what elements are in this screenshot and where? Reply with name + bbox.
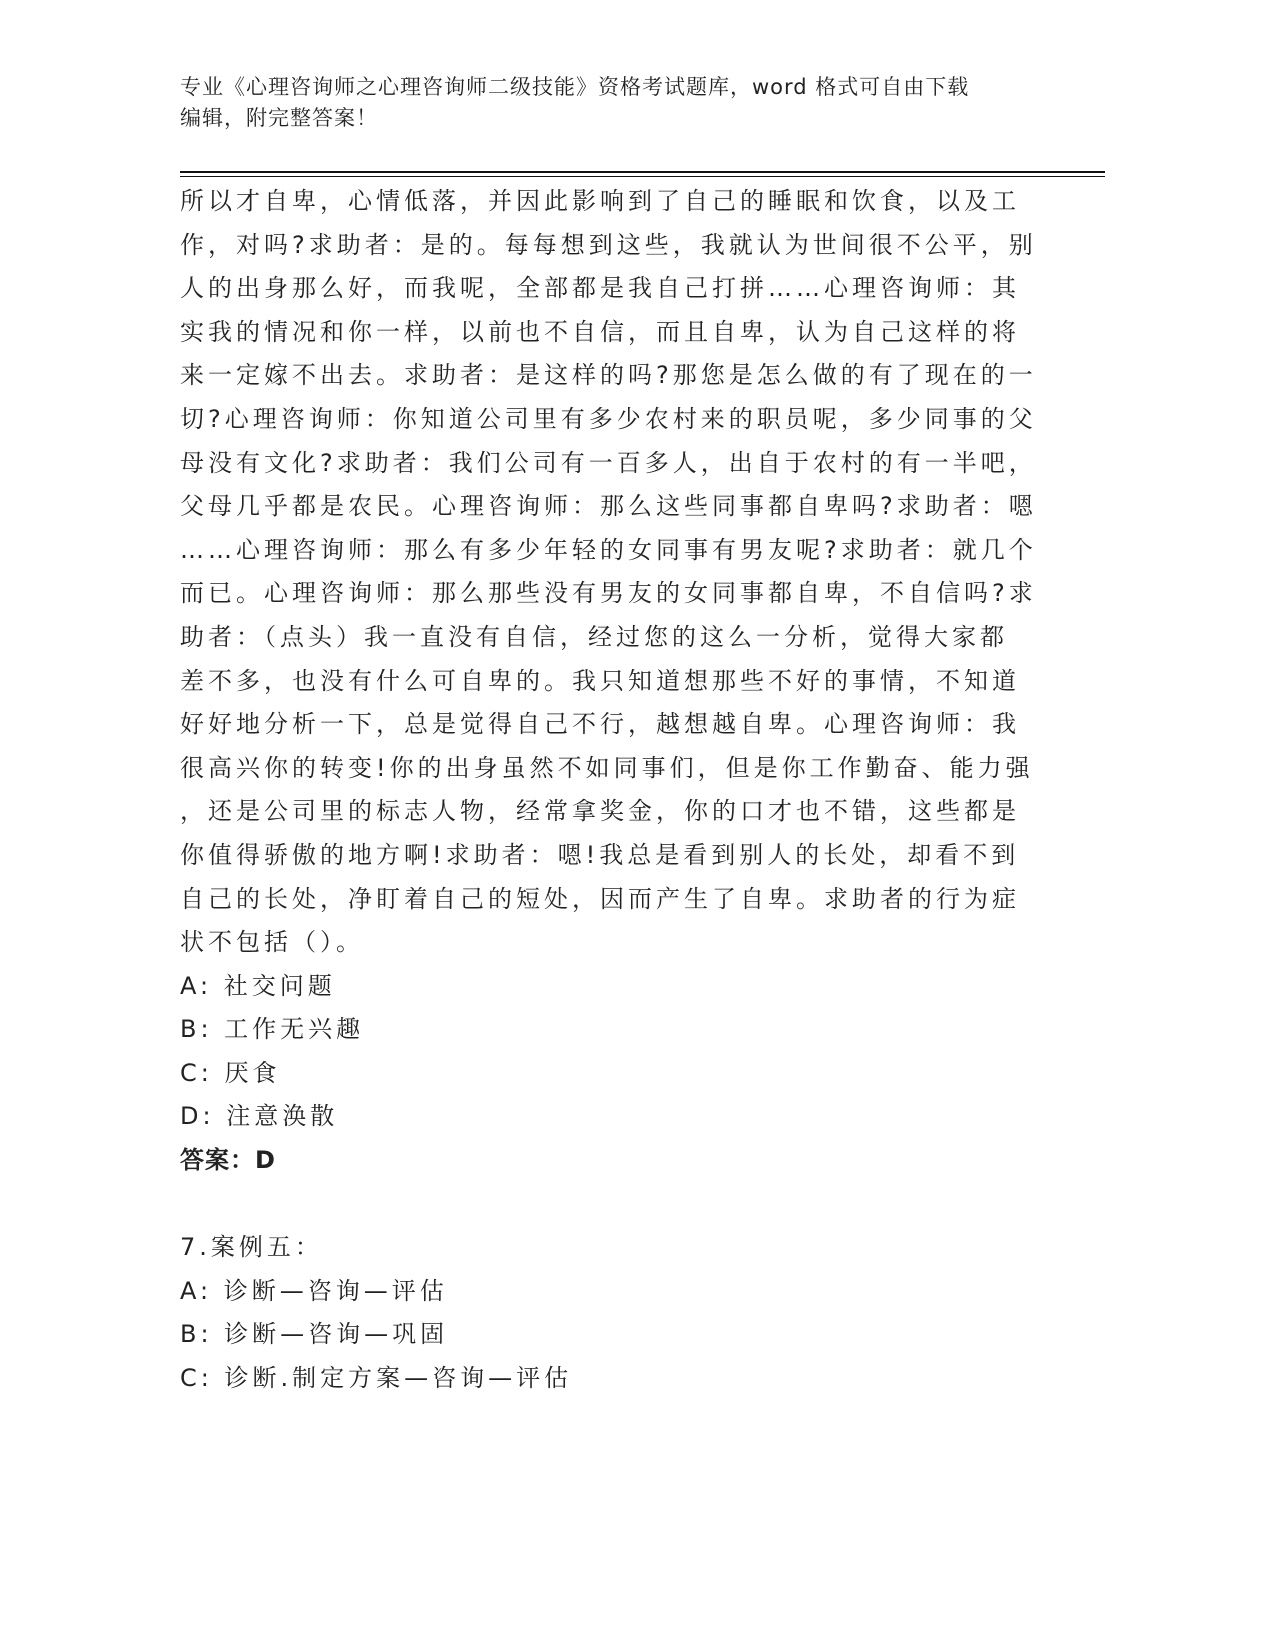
question-stem-line: 自己的长处，净盯着自己的短处，因而产生了自卑。求助者的行为症 <box>180 884 1020 913</box>
option-a: A: 诊断—咨询—评估 <box>180 1276 448 1305</box>
question-stem-line: 作，对吗?求助者：是的。每每想到这些，我就认为世间很不公平，别 <box>180 230 1037 259</box>
option-d: D: 注意涣散 <box>180 1102 339 1131</box>
question-stem-line: 你值得骄傲的地方啊!求助者：嗯!我总是看到别人的长处，却看不到 <box>180 840 1020 869</box>
question-7 <box>180 1226 1040 1400</box>
answer: 答案：D <box>180 1146 276 1175</box>
header-divider <box>180 171 1105 173</box>
document-header <box>180 72 969 134</box>
question-stem-line: 很高兴你的转变!你的出身虽然不如同事们，但是你工作勤奋、能力强 <box>180 753 1034 782</box>
header-divider-thin <box>180 176 1105 177</box>
option-c: C: 诊断.制定方案—咨询—评估 <box>180 1364 573 1393</box>
option-a: A: 社交问题 <box>180 971 336 1000</box>
question-stem-line: 切?心理咨询师：你知道公司里有多少农村来的职员呢，多少同事的父 <box>180 404 1037 433</box>
question-stem-line: 所以才自卑，心情低落，并因此影响到了自己的睡眠和饮食，以及工 <box>180 187 1020 215</box>
question-stem-line: 母没有文化?求助者：我们公司有一百多人，出自于农村的有一半吧， <box>180 448 1037 477</box>
question-stem-line: 父母几乎都是农民。心理咨询师：那么这些同事都自卑吗?求助者：嗯 <box>180 492 1037 521</box>
question-stem: 7.案例五： <box>180 1233 323 1262</box>
question-stem-line: ，还是公司里的标志人物，经常拿奖金，你的口才也不错，这些都是 <box>180 797 1020 826</box>
option-b: B: 诊断—咨询—巩固 <box>180 1320 449 1349</box>
question-stem-line: 状不包括（）。 <box>180 928 364 957</box>
question-stem-line: 助者：（点头）我一直没有自信，经过您的这么一分析，觉得大家都 <box>180 622 1008 651</box>
document-body <box>180 180 1040 1401</box>
question-stem-line: 来一定嫁不出去。求助者：是这样的吗?那您是怎么做的有了现在的一 <box>180 361 1037 390</box>
question-6 <box>180 180 1040 1183</box>
question-stem-line: 好好地分析一下，总是觉得自己不行，越想越自卑。心理咨询师：我 <box>180 710 1020 739</box>
question-stem-line: 而已。心理咨询师：那么那些没有男友的女同事都自卑，不自信吗?求 <box>180 579 1037 608</box>
question-stem-line: 差不多，也没有什么可自卑的。我只知道想那些不好的事情，不知道 <box>180 666 1020 695</box>
option-b: B: 工作无兴趣 <box>180 1015 365 1044</box>
question-stem-line: ……心理咨询师：那么有多少年轻的女同事有男友呢?求助者：就几个 <box>180 535 1037 564</box>
option-c: C: 厌食 <box>180 1058 281 1087</box>
spacer <box>180 1183 1040 1227</box>
question-stem-line: 实我的情况和你一样，以前也不自信，而且自卑，认为自己这样的将 <box>180 317 1020 346</box>
question-stem-line: 人的出身那么好，而我呢，全部都是我自己打拼……心理咨询师：其 <box>180 274 1020 303</box>
header-line: 专业《心理咨询师之心理咨询师二级技能》资格考试题库，word 格式可自由下载 <box>180 75 970 99</box>
header-line: 编辑，附完整答案！ <box>180 106 378 130</box>
